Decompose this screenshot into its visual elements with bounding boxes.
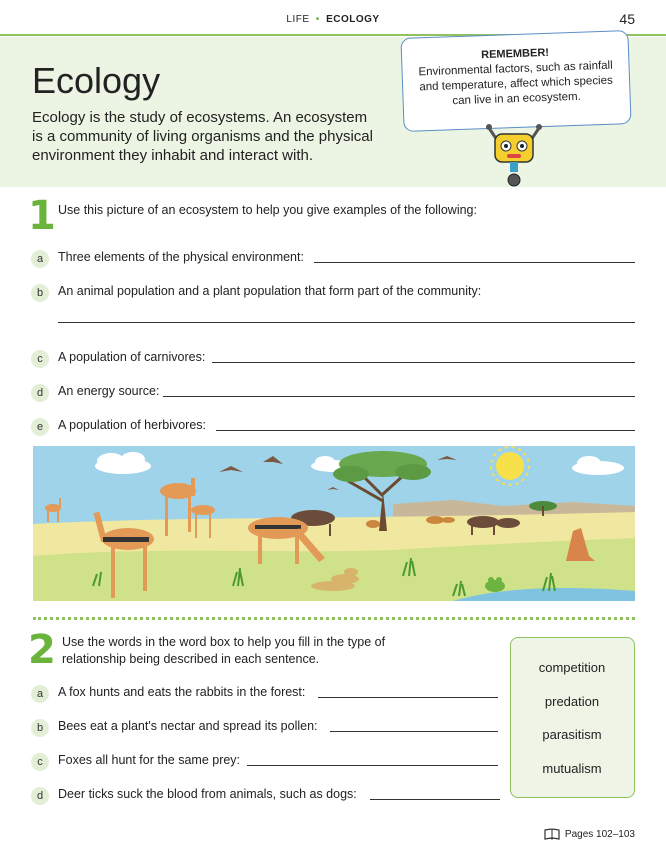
- remember-heading: REMEMBER!: [480, 46, 550, 62]
- q2d-letter-badge: d: [31, 787, 49, 805]
- q1e-text: A population of herbivores:: [58, 418, 207, 432]
- question-2-number: 2: [28, 627, 56, 673]
- q2c-text: Foxes all hunt for the same prey:: [58, 753, 241, 767]
- page-reference: [544, 828, 635, 840]
- q2d-answer-line[interactable]: [370, 799, 500, 800]
- word-parasitism: parasitism: [542, 727, 602, 742]
- q1a-letter-badge: a: [31, 250, 49, 268]
- q2d-text: Deer ticks suck the blood from animals, such as dogs:: [58, 787, 357, 801]
- q1d-letter-badge: d: [31, 384, 49, 402]
- section-divider: [33, 617, 635, 621]
- breadcrumb-subject: LIFE: [286, 14, 310, 25]
- q1c-answer-line[interactable]: [212, 362, 635, 363]
- q1e-answer-line[interactable]: [216, 430, 635, 431]
- page-reference-text: Pages 102–103: [564, 828, 635, 840]
- remember-text: Environmental factors, such as rainfall and temperature, affect which species can live in an ecosystem.: [418, 59, 613, 108]
- robot-mascot-icon: [479, 118, 549, 188]
- q1c-letter-badge: c: [31, 350, 49, 368]
- question-1-number: 1: [28, 193, 56, 239]
- q1d-text: An energy source:: [58, 384, 160, 398]
- q1c-text: A population of carnivores:: [58, 350, 206, 364]
- q1a-answer-line[interactable]: [314, 262, 635, 263]
- question-2-prompt: Use the words in the word box to help you fill in the type of relationship being described in each sentence.: [62, 635, 386, 666]
- word-mutualism: mutualism: [542, 761, 602, 776]
- intro-text: Ecology is the study of ecosystems. An ecosystem is a community of living organisms and the physical environment they inhabit and interact with.: [32, 109, 373, 164]
- savanna-ecosystem-illustration: [33, 446, 635, 601]
- q1b-letter-badge: b: [31, 284, 49, 302]
- q2b-text: Bees eat a plant's nectar and spread its pollen:: [58, 719, 318, 733]
- q2a-answer-line[interactable]: [318, 697, 498, 698]
- q1a-text: Three elements of the physical environment:: [58, 250, 304, 264]
- book-icon: [544, 828, 560, 840]
- q1d-answer-line[interactable]: [163, 396, 635, 397]
- q2a-text: A fox hunts and eats the rabbits in the forest:: [58, 685, 306, 699]
- word-competition: competition: [538, 660, 606, 675]
- word-predation: predation: [544, 694, 600, 709]
- page-title: Ecology: [32, 60, 161, 101]
- q1e-letter-badge: e: [31, 418, 49, 436]
- breadcrumb-topic: ECOLOGY: [326, 14, 380, 25]
- q1b-answer-line[interactable]: [58, 322, 635, 323]
- word-box: [510, 637, 635, 798]
- q2c-letter-badge: c: [31, 753, 49, 771]
- q2c-answer-line[interactable]: [247, 765, 498, 766]
- remember-note: [400, 30, 631, 132]
- page-number: 45: [619, 11, 635, 27]
- q2b-answer-line[interactable]: [330, 731, 498, 732]
- top-bar: [0, 0, 666, 36]
- breadcrumb: [0, 14, 666, 25]
- q2a-letter-badge: a: [31, 685, 49, 703]
- q1b-text: An animal population and a plant population that form part of the community:: [58, 284, 482, 298]
- breadcrumb-separator: •: [315, 14, 320, 25]
- question-1-prompt: Use this picture of an ecosystem to help you give examples of the following:: [58, 203, 477, 217]
- q2b-letter-badge: b: [31, 719, 49, 737]
